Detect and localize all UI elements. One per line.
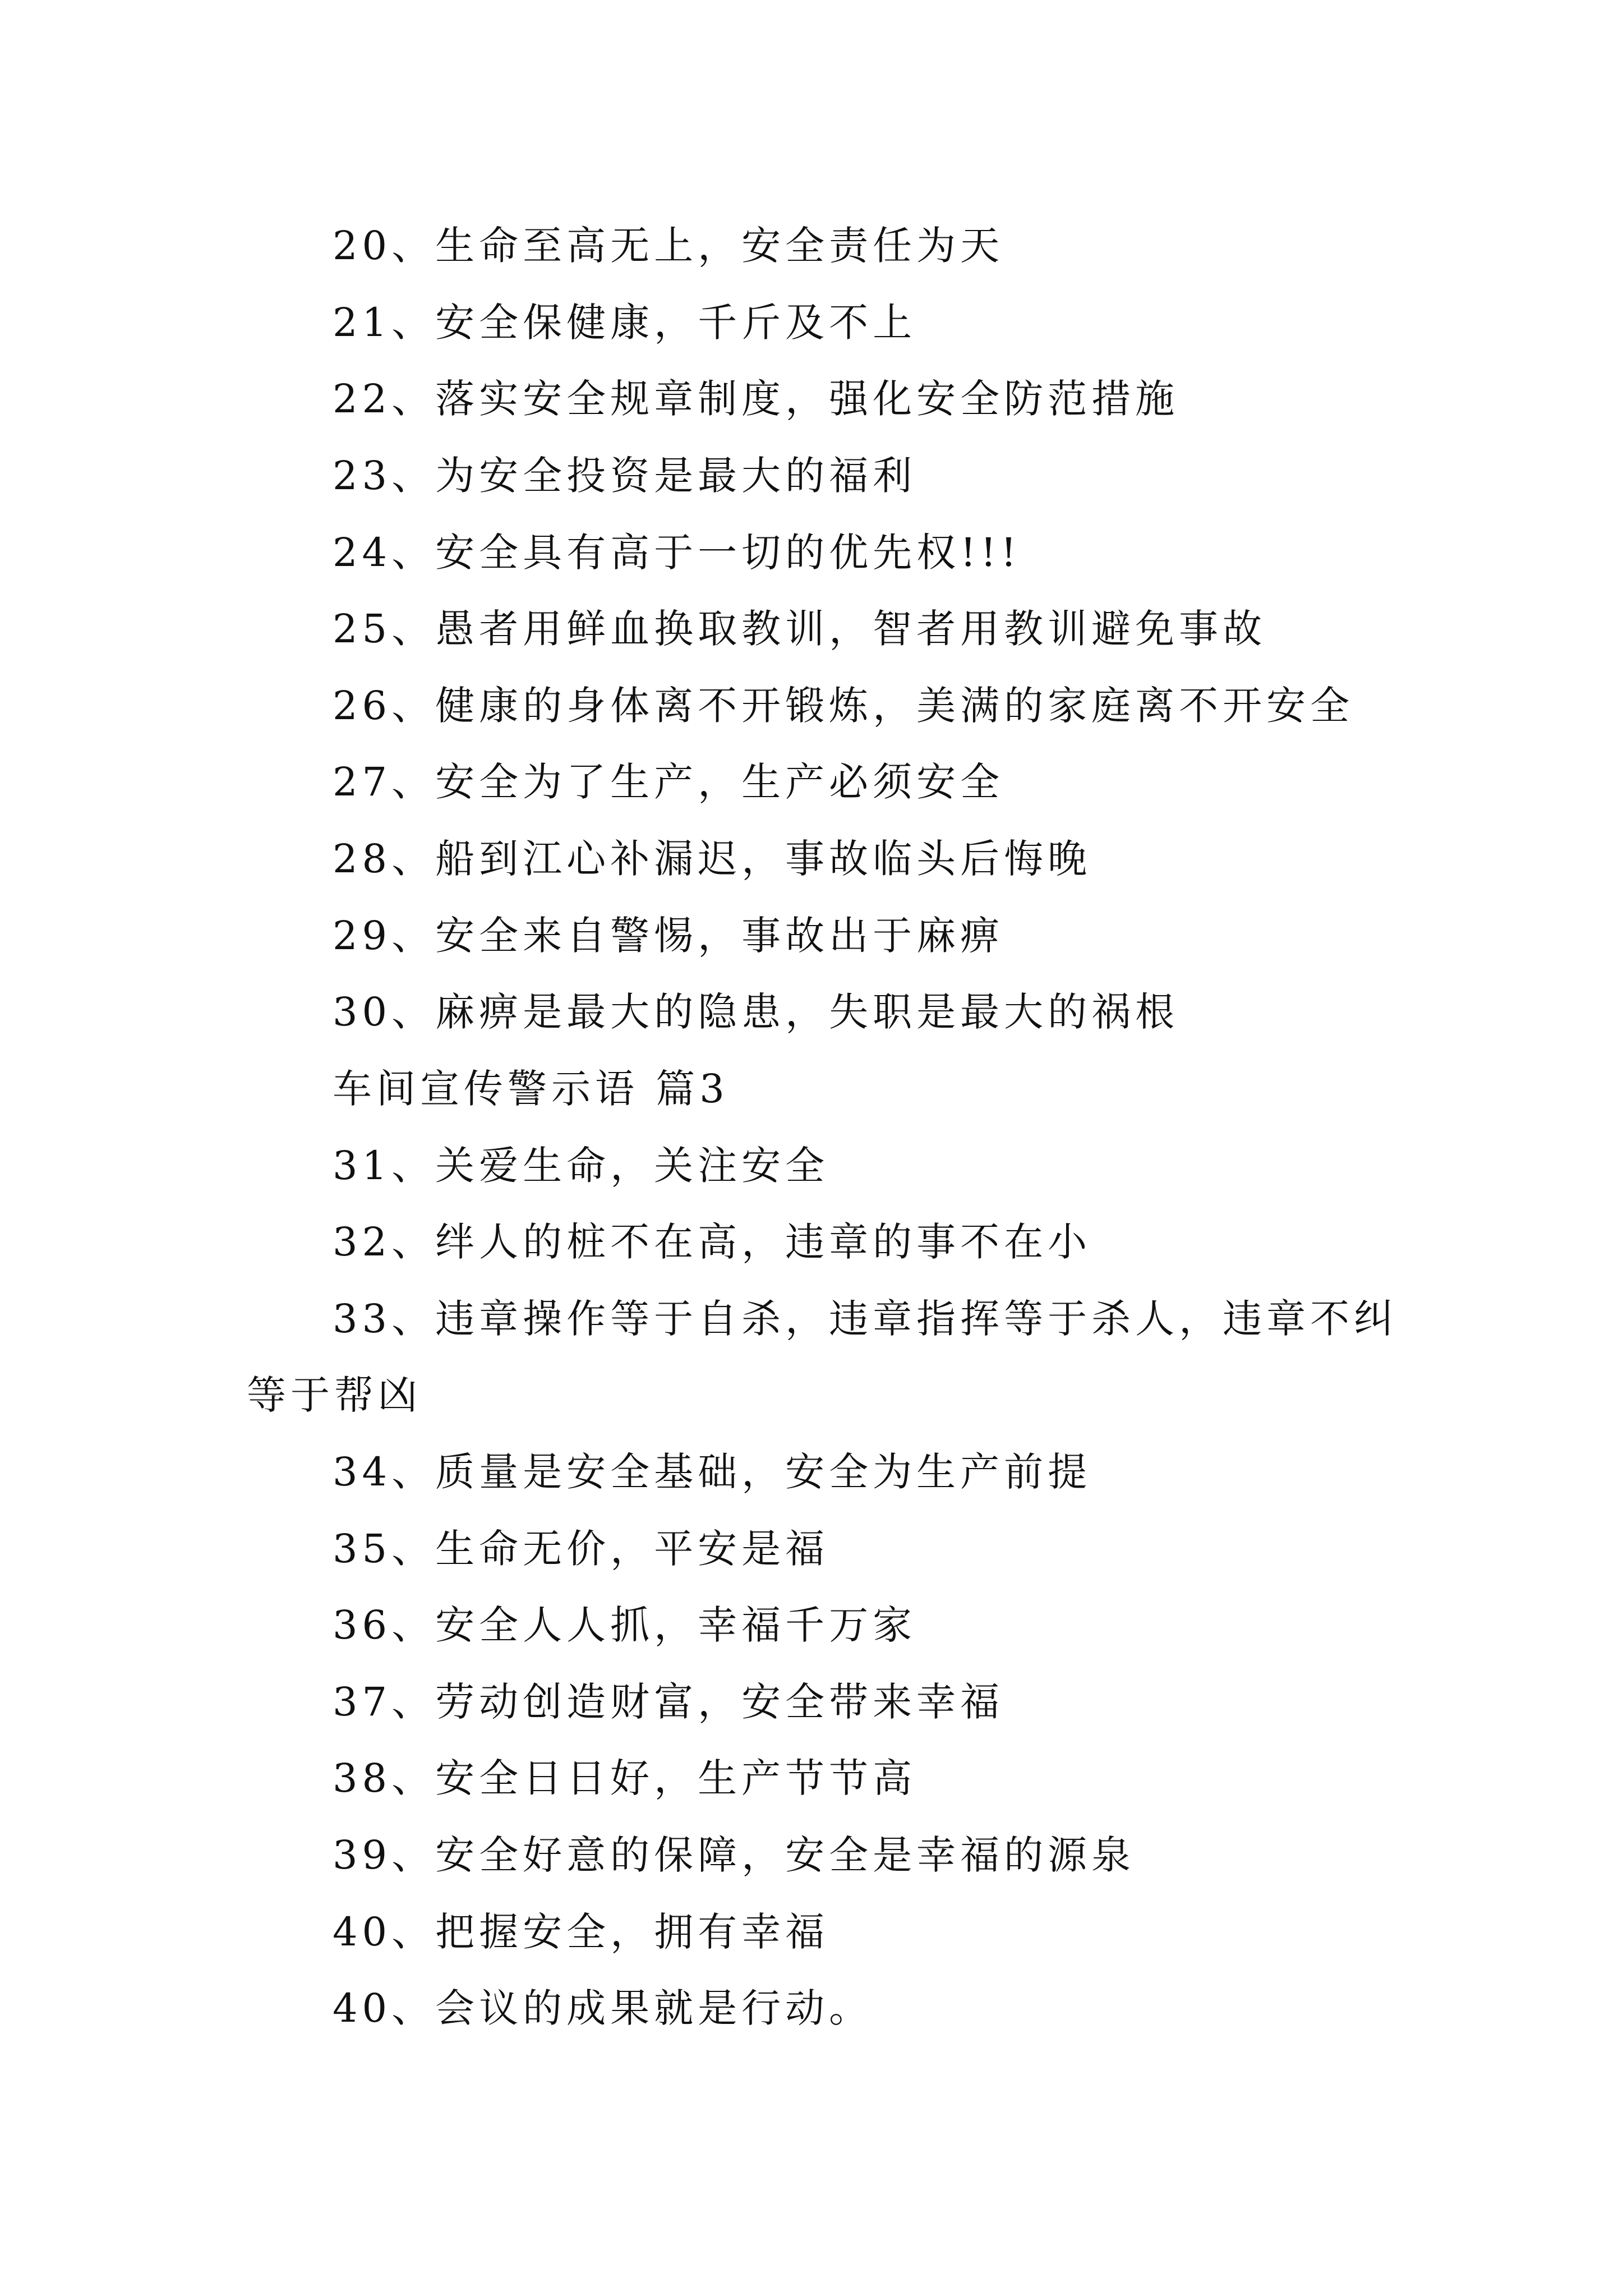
slogan-line: 40、会议的成果就是行动。 (333, 1985, 873, 2031)
slogan-line: 38、安全日日好，生产节节高 (333, 1755, 917, 1801)
slogan-line: 33、违章操作等于自杀，违章指挥等于杀人，违章不纠 (333, 1296, 1398, 1342)
slogan-line: 26、健康的身体离不开锻炼，美满的家庭离不开安全 (333, 683, 1354, 729)
slogan-line: 35、生命无价，平安是福 (333, 1526, 829, 1572)
slogan-line: 28、船到江心补漏迟，事故临头后悔晚 (333, 836, 1092, 882)
slogan-line: 30、麻痹是最大的隐患，失职是最大的祸根 (333, 989, 1179, 1035)
slogan-line: 37、劳动创造财富，安全带来幸福 (333, 1679, 1004, 1725)
slogan-line: 24、安全具有高于一切的优先权!!! (333, 530, 1021, 576)
section-heading: 车间宣传警示语 篇3 (333, 1066, 729, 1112)
slogan-line: 31、关爱生命，关注安全 (333, 1143, 829, 1189)
slogan-line: 20、生命至高无上，安全责任为天 (333, 223, 1004, 269)
slogan-line-continuation: 等于帮凶 (247, 1372, 422, 1418)
slogan-line: 40、把握安全，拥有幸福 (333, 1909, 829, 1955)
slogan-line: 39、安全好意的保障，安全是幸福的源泉 (333, 1832, 1136, 1878)
slogan-line: 22、落实安全规章制度，强化安全防范措施 (333, 376, 1179, 422)
slogan-line: 36、安全人人抓，幸福千万家 (333, 1602, 917, 1648)
slogan-line: 32、绊人的桩不在高，违章的事不在小 (333, 1219, 1092, 1265)
slogan-line: 29、安全来自警惕，事故出于麻痹 (333, 913, 1004, 959)
slogan-line: 25、愚者用鲜血换取教训，智者用教训避免事故 (333, 606, 1267, 652)
slogan-line: 34、质量是安全基础，安全为生产前提 (333, 1449, 1092, 1495)
slogan-line: 21、安全保健康，千斤及不上 (333, 300, 917, 346)
slogan-line: 27、安全为了生产，生产必须安全 (333, 759, 1004, 805)
slogan-line: 23、为安全投资是最大的福利 (333, 453, 917, 499)
